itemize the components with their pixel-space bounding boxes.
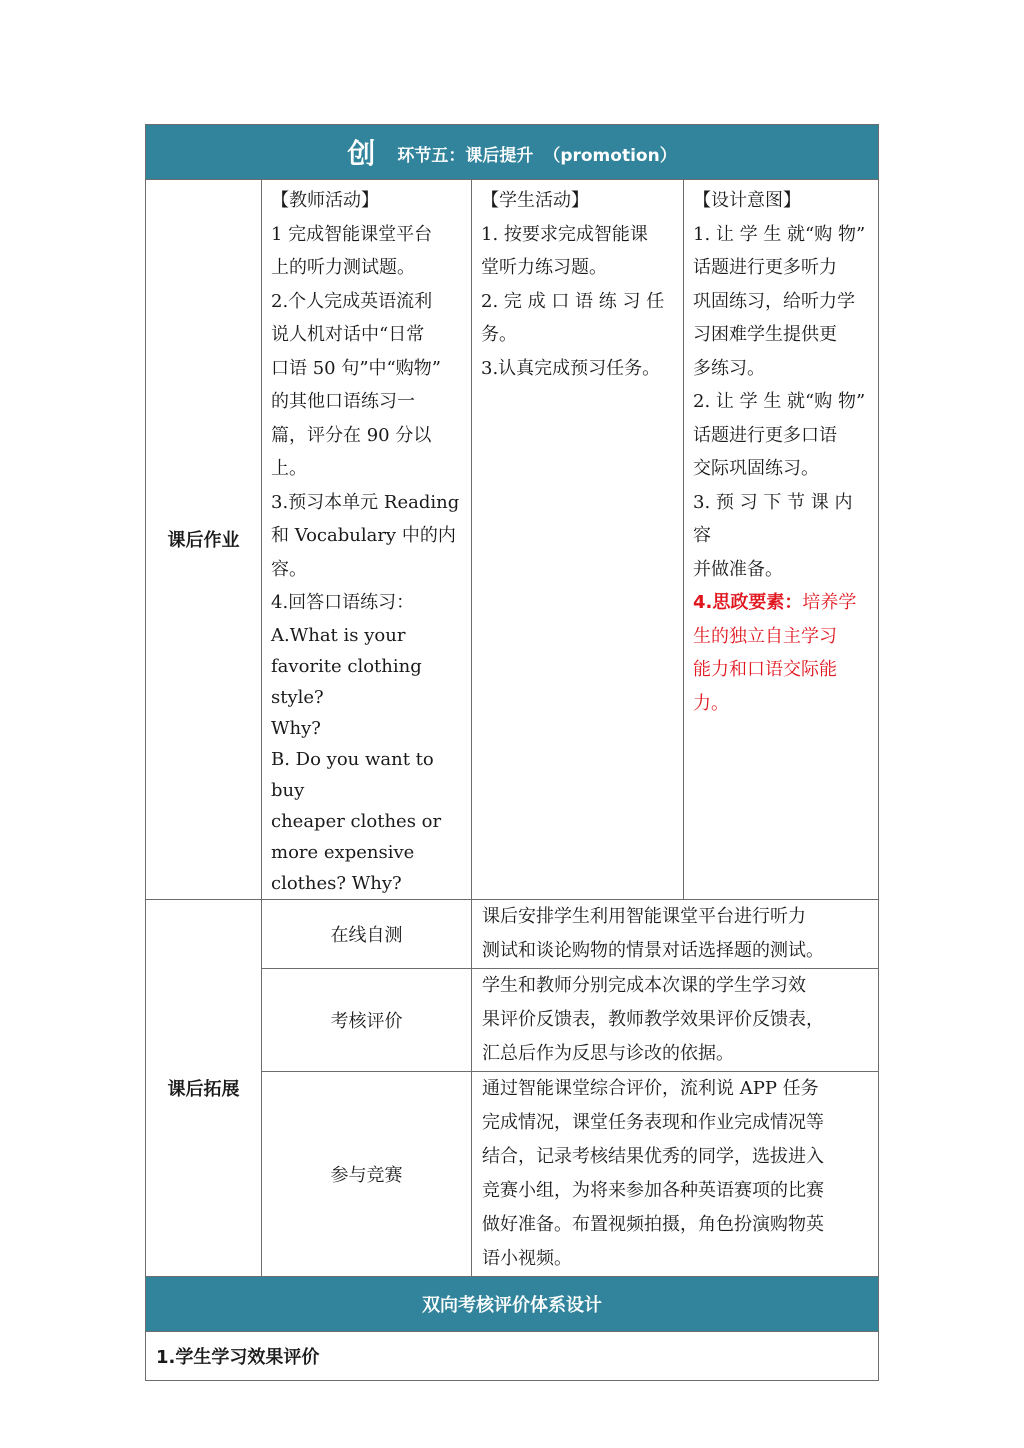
- desc-line: 汇总后作为反思与诊改的依据。: [482, 1042, 734, 1064]
- question-line: Why?: [271, 717, 321, 739]
- design-line: 交际巩固练习。: [693, 458, 819, 479]
- teacher-line: 和 Vocabulary 中的内: [271, 525, 456, 546]
- teacher-line: 篇，评分在 90 分以上。: [271, 424, 432, 479]
- teacher-line: 口语 50 句”中“购物”: [271, 357, 441, 379]
- desc-line: 测试和谈论购物的情景对话选择题的测试。: [482, 939, 824, 961]
- ideology-line: 生的独立自主学习: [693, 625, 837, 647]
- design-line: 3. 预 习 下 节 课 内 容: [693, 491, 853, 546]
- homework-label: 课后作业: [146, 180, 262, 900]
- ideology-text: 培养学: [802, 592, 857, 613]
- ideology-line: 能力和口语交际能: [693, 659, 837, 680]
- design-line: 话题进行更多口语: [693, 424, 837, 446]
- teacher-line: 的其他口语练习一: [271, 391, 415, 412]
- desc-line: 通过智能课堂综合评价，流利说 APP 任务: [482, 1077, 819, 1099]
- teacher-line: 容。: [271, 558, 307, 580]
- extension-item-name: 参与竞赛: [262, 1071, 472, 1276]
- stage-header: [146, 125, 879, 180]
- ideology-line: [693, 586, 872, 620]
- student-line: 2. 完 成 口 语 练 习 任: [481, 290, 665, 312]
- stage-title: 环节五：课后提升: [397, 146, 534, 166]
- lesson-plan-document: [145, 124, 878, 1381]
- desc-line: 语小视频。: [482, 1247, 572, 1269]
- student-line: 务。: [481, 324, 517, 345]
- question-line: more expensive: [271, 841, 415, 863]
- student-activity-cell: [472, 180, 684, 900]
- teacher-line: 上的听力测试题。: [271, 257, 415, 278]
- teacher-activity-cell: [262, 180, 472, 900]
- stage-char: 创: [347, 137, 376, 170]
- student-line: 堂听力练习题。: [481, 257, 607, 278]
- extension-item-desc: [472, 968, 879, 1071]
- student-line: 3.认真完成预习任务。: [481, 357, 661, 379]
- stage-title-en: （promotion）: [543, 146, 677, 166]
- desc-line: 做好准备。布置视频拍摄，角色扮演购物英: [482, 1213, 824, 1235]
- desc-line: 完成情况，课堂任务表现和作业完成情况等: [482, 1111, 824, 1133]
- design-line: 并做准备。: [693, 558, 783, 580]
- extension-label: 课后拓展: [146, 899, 262, 1276]
- desc-line: 果评价反馈表，教师教学效果评价反馈表，: [482, 1008, 824, 1030]
- teacher-line: 2.个人完成英语流利: [271, 290, 433, 312]
- student-line: 1. 按要求完成智能课: [481, 223, 648, 245]
- desc-line: 课后安排学生利用智能课堂平台进行听力: [482, 905, 806, 927]
- ideology-label: 4.思政要素：: [693, 592, 803, 613]
- extension-item-desc: [472, 899, 879, 968]
- desc-line: 结合，记录考核结果优秀的同学，选拔进入: [482, 1145, 824, 1167]
- question-line: B. Do you want to buy: [271, 748, 434, 801]
- extension-item-desc: [472, 1071, 879, 1276]
- question-line: favorite clothing style?: [271, 655, 422, 708]
- design-line: 1. 让 学 生 就“购 物”: [693, 223, 866, 245]
- teacher-line: 4.回答口语练习：: [271, 592, 415, 613]
- extension-item-name: 考核评价: [262, 968, 472, 1071]
- ideology-line: 力。: [693, 692, 729, 714]
- design-heading: 【设计意图】: [693, 190, 801, 211]
- design-line: 2. 让 学 生 就“购 物”: [693, 391, 866, 412]
- question-line: clothes? Why?: [271, 872, 402, 894]
- teacher-line: 1 完成智能课堂平台: [271, 223, 433, 245]
- section-title: 双向考核评价体系设计: [146, 1276, 879, 1331]
- desc-line: 学生和教师分别完成本次课的学生学习效: [482, 974, 806, 996]
- subsection-title: 1.学生学习效果评价: [146, 1331, 879, 1380]
- design-line: 话题进行更多听力: [693, 257, 837, 278]
- student-heading: 【学生活动】: [481, 190, 589, 211]
- question-line: A.What is your: [271, 624, 406, 646]
- teacher-line: 3.预习本单元 Reading: [271, 491, 460, 513]
- question-line: cheaper clothes or: [271, 810, 442, 832]
- teacher-line: 说人机对话中“日常: [271, 324, 425, 345]
- desc-line: 竞赛小组，为将来参加各种英语赛项的比赛: [482, 1179, 824, 1201]
- teacher-heading: 【教师活动】: [271, 190, 379, 211]
- design-line: 多练习。: [693, 357, 765, 379]
- design-line: 习困难学生提供更: [693, 324, 837, 345]
- design-intent-cell: [684, 180, 879, 900]
- design-line: 巩固练习，给听力学: [693, 290, 855, 312]
- extension-item-name: 在线自测: [262, 899, 472, 968]
- lesson-plan-table: [145, 124, 879, 1381]
